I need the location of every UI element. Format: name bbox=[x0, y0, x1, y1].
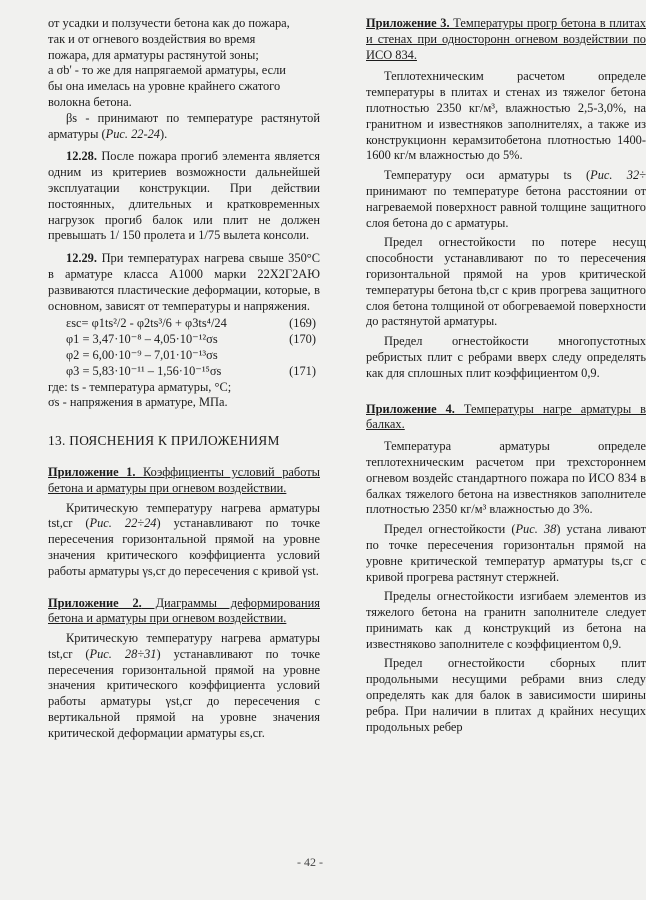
clause-text: При температурах нагрева свыше 350°С в арматуре класса А1000 марки 22Х2Г2АЮ развиваются пластические деформации, которые, в основном, зависят от температуры и напряжения. bbox=[48, 251, 320, 313]
where-line: σs - напряжения в арматуре, МПа. bbox=[48, 395, 228, 410]
appendix-4-paragraph: Температура арматуры определе теплотехническим расчетом при трехстороннем огневом воздейс стандартного пожара по ИСО 834 в балках тяжелого бетона на известняков заполнителе плотностью 2350 кг/м³ влажностью до 3%. bbox=[366, 439, 646, 517]
section-heading: 13. ПОЯСНЕНИЯ К ПРИЛОЖЕНИЯМ bbox=[48, 433, 280, 449]
appendix-3-paragraph: Теплотехническим расчетом определе температуры в плитах и стенах из тяжелог бетона плотностью 2350 кг/м³, влажностью 2,5-3,0%, на гранитном и известняков заполнителях, а также из конструкционн керамзитобетона плотностью 1400-1600 кг/м влажностью до 5%. bbox=[366, 69, 646, 163]
text-line: от усадки и ползучести бетона как до пожара, bbox=[48, 16, 290, 30]
appendix-4-heading bbox=[366, 402, 646, 434]
appendix-title: Приложение 2. bbox=[48, 595, 142, 610]
formula-expression: φ3 = 5,83·10⁻¹¹ – 1,56·10⁻¹⁵σs bbox=[66, 363, 222, 378]
figure-reference: Рис. 22-24 bbox=[105, 126, 161, 141]
appendix-title: Приложение 4. bbox=[366, 401, 455, 416]
body-text: ) устанавливают по точке пересечения горизонтальной прямой на уровне значения критического коэффициента условий работы арматуры γs,cr до пересечения с кривой γst. bbox=[48, 516, 321, 578]
text-line: волокна бетона. bbox=[48, 94, 132, 109]
formula-expression: εsc= φ1ts²/2 - φ2ts³/6 + φ3ts⁴/24 bbox=[66, 316, 227, 331]
formula-expression: φ2 = 6,00·10⁻⁹ – 7,01·10⁻¹³σs bbox=[66, 347, 218, 362]
right-column bbox=[366, 16, 646, 735]
where-line: где: ts - температура арматуры, °С; bbox=[48, 379, 232, 394]
body-text: Критическую температуру нагрева арматуры tst,cr ( bbox=[48, 500, 320, 531]
text-line: пожара, для арматуры растянутой зоны; bbox=[48, 47, 259, 62]
appendix-title: Приложение 3. bbox=[366, 16, 450, 30]
appendix-title: Приложение 1. bbox=[48, 464, 136, 479]
appendix-subtitle: Температуры нагре арматуры в балках. bbox=[366, 401, 646, 432]
text-line: так и от огневого воздействия во время bbox=[48, 31, 256, 46]
appendix-subtitle: Диаграммы деформирования бетона и арматуры при огневом воздействии. bbox=[48, 595, 320, 626]
clause-text: После пожара прогиб элемента является одним из критериев возможности дальнейшей эксплуатации конструкции. При действии постоянных, длительных и кратковременных нагрузок прогиб балок или плит не должен превышать 1/ 150 пролета и 1/75 вылета консоли. bbox=[48, 149, 320, 243]
appendix-3-heading bbox=[366, 16, 646, 63]
text-line: бы она имелась на уровне крайнего сжатого bbox=[48, 79, 281, 94]
appendix-3-paragraph: Предел огнестойкости по потере несущ способности устанавливают по то пересечения горизонтальной прямой на уров критической температуры бетона tb,cr с крив прогрева защитного слоя бетона толщиной от обогреваемой поверхности до растянутой арматуры. bbox=[366, 235, 646, 329]
body-text: Температуру оси арматуры ts ( bbox=[384, 168, 591, 183]
beta-text: βs - принимают по температуре растянутой арматуры ( bbox=[48, 110, 320, 141]
formula-number: (169) bbox=[289, 316, 316, 331]
appendix-4-paragraph: Предел огнестойкости сборных плит продольными несущими ребрами вниз следу определять как для балок в зависимости ширины ребра. При наличии в плитах д крайних несущих продольных ребер bbox=[366, 656, 646, 734]
appendix-4-paragraph: Пределы огнестойкости изгибаем элементов из тяжелого бетона на гранитн заполнителе следует принимать как д конструкций из бетона на известняково заполнителе с коэффициентом 0,9. bbox=[366, 589, 646, 651]
formula-number: (170) bbox=[289, 332, 316, 347]
figure-reference: Рис. 32÷ bbox=[590, 168, 646, 183]
beta-end: ). bbox=[160, 126, 168, 141]
figure-reference: Рис. 38 bbox=[515, 522, 557, 537]
body-text: Предел огнестойкости ( bbox=[384, 522, 516, 537]
appendix-3-paragraph: Предел огнестойкости многопустотных ребристых плит с ребрами вверх следу определять как для сплошных плит коэффициентом 0,9. bbox=[366, 334, 646, 380]
appendix-subtitle: Температуры прогр бетона в плитах и стенах при односторонн огневом воздействии по ИСО 834. bbox=[366, 16, 646, 62]
body-text: ) устана ливают по точке пересечения горизонтальн прямой на уровне критической температур арматуры ts,cr с кривой прогрева растянут стержней. bbox=[366, 522, 646, 584]
body-text: ) устанавливают по точке пересечения горизонтальной прямой на уровне значения критического коэффициента условий работы арматуры γst,cr до пересечения с вертикальной прямой на уровне значения критической деформации арматуры εs,cr. bbox=[48, 646, 321, 740]
formula-number: (171) bbox=[289, 363, 316, 378]
formula-expression: φ1 = 3,47·10⁻⁸ – 4,05·10⁻¹²σs bbox=[66, 332, 218, 347]
figure-reference: Рис. 28÷31 bbox=[89, 646, 157, 661]
appendix-3-paragraph bbox=[366, 168, 646, 231]
clause-number: 12.28. bbox=[66, 149, 97, 164]
figure-reference: Рис. 22÷24 bbox=[89, 516, 157, 531]
page-number: - 42 - bbox=[297, 855, 323, 869]
body-text: Критическую температуру нагрева арматуры tst,cr ( bbox=[48, 631, 320, 661]
clause-number: 12.29. bbox=[66, 251, 97, 266]
body-text: принимают по температуре бетона расстоянии от нагреваемой поверхност равной толщине защитного слоя бетона до с арматуры. bbox=[366, 183, 646, 230]
appendix-4-paragraph bbox=[366, 522, 646, 585]
text-line: а σb' - то же для напрягаемой арматуры, если bbox=[48, 63, 286, 78]
appendix-subtitle: Коэффициенты условий работы бетона и арматуры при огневом воздействии. bbox=[48, 464, 320, 495]
